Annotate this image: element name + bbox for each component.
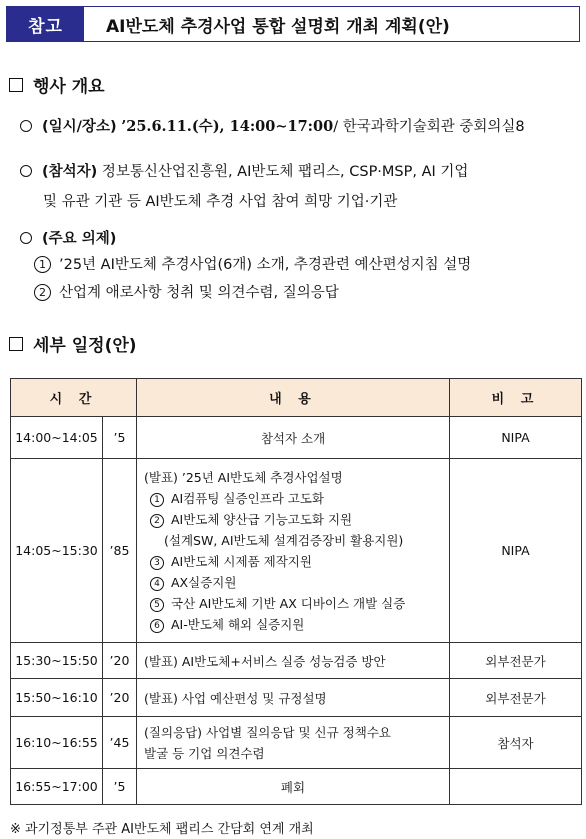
title-bar [6,6,580,42]
table-row: 16:55~17:00 ’5 폐회 [11,769,582,805]
table-row: 14:00~14:05 ’5 참석자 소개 NIPA [11,417,582,459]
document-title: AI반도체 추경사업 통합 설명회 개최 계획(안) [106,16,450,37]
section-overview-heading: 행사 개요 [9,72,105,97]
agenda-line-1: 1 ’25년 AI반도체 추경사업(6개) 소개, 추경관련 예산편성지침 설명 [34,252,471,279]
square-bullet-icon [9,78,23,92]
col-header-content: 내 용 [137,379,450,417]
col-header-time: 시 간 [11,379,137,417]
circle-bullet-icon [20,232,32,244]
table-row: 16:10~16:55 ’45 (질의응답) 사업별 질의응답 및 신규 정책수요 발굴 등 기업 의견수렴 참석자 [11,717,582,769]
schedule-table [10,378,582,805]
circle-bullet-icon [20,120,32,132]
schedule-item: (일시/장소) ’25.6.11.(수), 14:00∼17:00/ 한국과학기술회관 중회의실8 [20,112,578,142]
footnote: ※ 과기정통부 주관 AI반도체 팹리스 간담회 연계 개최 [10,822,314,837]
table-header-row [11,379,582,417]
agenda-item: (주요 의제) [20,224,578,254]
table-row: 15:50~16:10 ’20 (발표) 사업 예산편성 및 규정설명 외부전문가 [11,679,582,717]
table-row: 14:05~15:30 ’85 (발표) ’25년 AI반도체 추경사업설명 1 AI컴퓨팅 실증인프라 고도화 2 AI반도체 양산급 기능고도화 지원 (설계SW, AI반도체 설계검증장비 활용지원) 3 AI반도체 시제품 제작지원 4 AX실증지원 5 국산 AI반도체 기반 AX 디바이스 개발 실증 6 AI-반도체 해외 실증지원 NIPA [11,459,582,643]
col-header-note: 비 고 [450,379,582,417]
attendees-item: (참석자) 정보통신산업진흥원, AI반도체 팹리스, CSP·MSP, AI 기업 및 유관 기관 등 AI반도체 추경 사업 참여 희망 기업·기관 [20,157,578,217]
circle-bullet-icon [20,165,32,177]
reference-badge: 참고 [7,7,84,41]
square-bullet-icon [9,337,23,351]
section-details-heading: 세부 일정(안) [9,331,137,356]
agenda-line-2: 2 산업계 애로사항 청취 및 의견수렴, 질의응답 [34,280,339,307]
table-row: 15:30~15:50 ’20 (발표) AI반도체+서비스 실증 성능검증 방안 외부전문가 [11,643,582,679]
